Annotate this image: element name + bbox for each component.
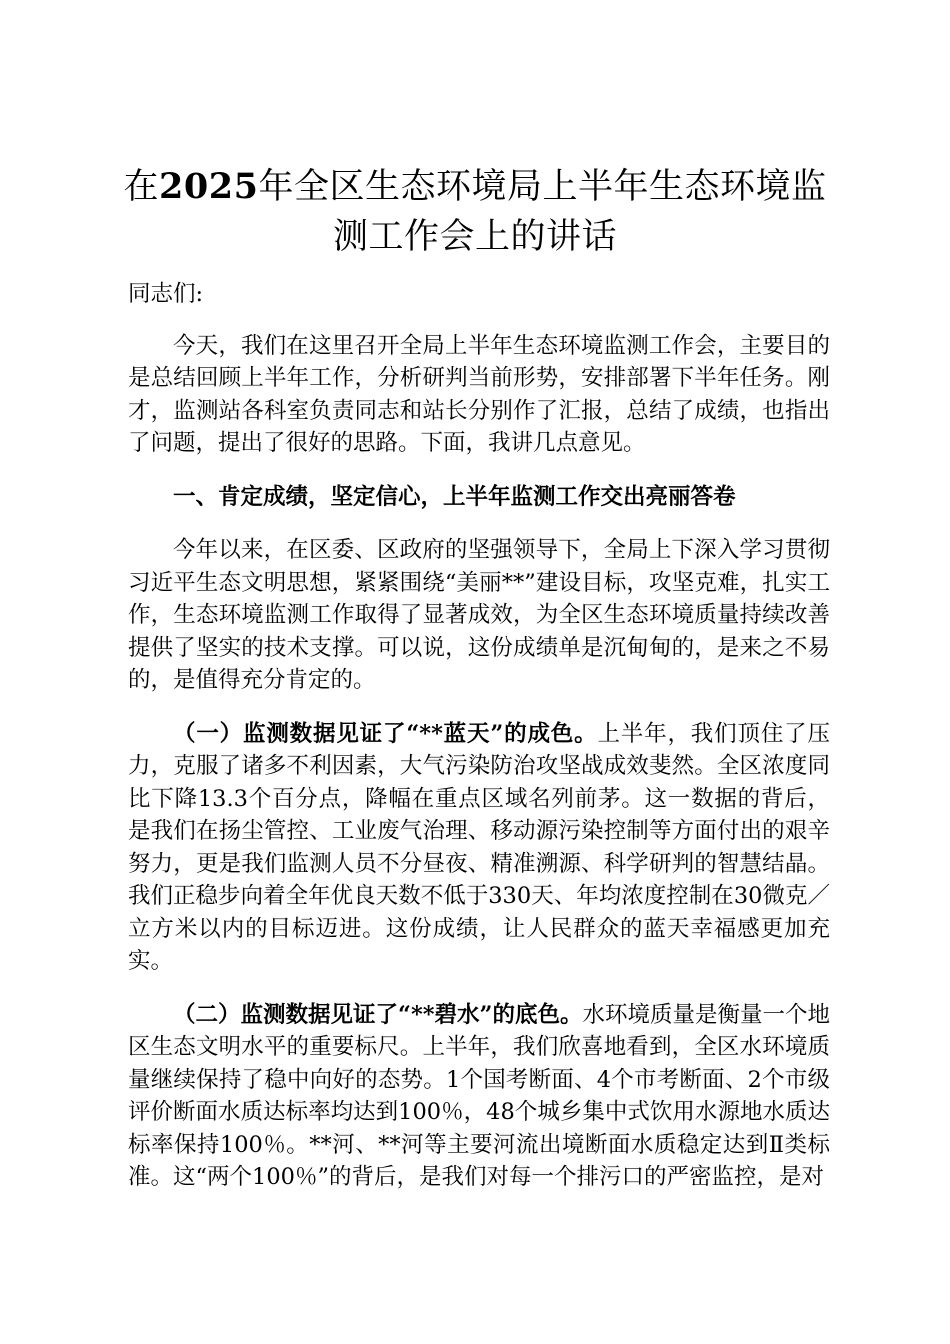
subsection-1-paragraph (128, 718, 830, 978)
subsection-1-lead: （一）监测数据见证了“**蓝天”的成色。 (173, 720, 598, 747)
subsection-1-text: 上半年，我们顶住了压力，克服了诸多不利因素，大气污染防治攻坚战成效斐然。全区浓度同比下降13.3个百分点，降幅在重点区域名列前茅。这一数据的背后，是我们在扬尘管控、工业废气治理、移动源污染控制等方面付出的艰辛努力，更是我们监测人员不分昼夜、精准溯源、科学研判的智慧结晶。我们正稳步向着全年优良天数不低于330天、年均浓度控制在30微克／立方米以内的目标迈进。这份成绩，让人民群众的蓝天幸福感更加充实。 (128, 720, 830, 974)
section-1-heading: 一、肯定成绩，坚定信心，上半年监测工作交出亮丽答卷 (173, 483, 736, 510)
title-line1-rest: 年全区生态环境局上半年生态环境监 (258, 167, 827, 207)
greeting: 同志们: (128, 281, 204, 307)
subsection-2-lead: （二）监测数据见证了“**碧水”的底色。 (173, 1001, 583, 1028)
speech-body (128, 278, 830, 1194)
speech-title (120, 162, 830, 262)
title-prefix: 在 (123, 167, 160, 207)
subsection-2-paragraph (128, 999, 830, 1194)
title-year: 2025 (159, 166, 259, 207)
title-line-2: 测工作会上的讲话 (332, 217, 617, 257)
subsection-2-text: 水环境质量是衡量一个地区生态文明水平的重要标尺。上半年，我们欣喜地看到，全区水环境质量继续保持了稳中向好的态势。1个国考断面、4个市考断面、2个市级评价断面水质达标率均达到100％，48个城乡集中式饮用水源地水质达标率保持100％。**河、**河等主要河流出境断面水质稳定达到Ⅱ类标准。这“两个100％”的背后，是我们对每一个排污口的严密监控，是对 (128, 1001, 830, 1190)
section-1-paragraph: 今年以来，在区委、区政府的坚强领导下，全局上下深入学习贯彻习近平生态文明思想，紧紧围绕“美丽**”建设目标，攻坚克难，扎实工作，生态环境监测工作取得了显著成效，为全区生态环境质量持续改善提供了坚实的技术支撑。可以说，这份成绩单是沉甸甸的，是来之不易的，是值得充分肯定的。 (128, 537, 830, 693)
title-line-1 (120, 162, 830, 212)
intro-paragraph: 今天，我们在这里召开全局上半年生态环境监测工作会，主要目的是总结回顾上半年工作，分析研判当前形势，安排部署下半年任务。刚才，监测站各科室负责同志和站长分别作了汇报，总结了成绩，也指出了问题，提出了很好的思路。下面，我讲几点意见。 (128, 332, 830, 456)
